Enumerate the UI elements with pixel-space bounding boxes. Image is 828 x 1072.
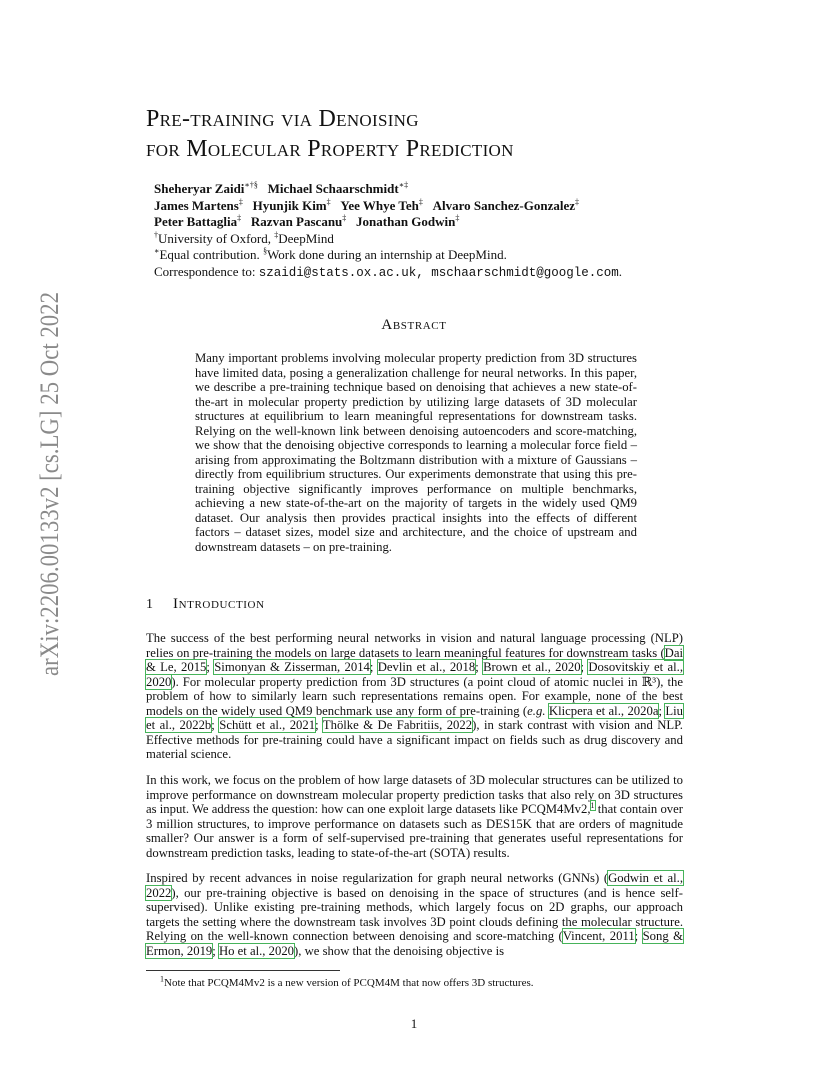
author-name: Yee Whye Teh	[340, 197, 419, 213]
author-marks: ‡	[237, 213, 242, 223]
author-marks: ‡	[455, 213, 460, 223]
author-marks: ∗†§	[244, 180, 258, 190]
author-name: James Martens	[154, 197, 239, 213]
paragraph-text: ), we show that the denoising objective is	[294, 943, 505, 958]
correspondence-row	[154, 264, 714, 282]
author-marks: ‡	[238, 197, 243, 207]
section-title: Introduction	[173, 596, 265, 612]
citation-separator: ;	[315, 718, 323, 732]
citation-link[interactable]: Schütt et al., 2021	[219, 718, 316, 732]
citation-link[interactable]: Ho et al., 2020	[218, 943, 295, 958]
author-name: Alvaro Sanchez-Gonzalez	[432, 197, 576, 213]
italic-eg: e.g.	[527, 703, 546, 718]
intern-mark: §	[263, 246, 268, 256]
citation-link[interactable]: Song & Ermon, 2019	[146, 929, 683, 958]
citation-link[interactable]: Dosovitskiy et al., 2020	[146, 660, 683, 689]
arxiv-side-stamp	[14, 290, 68, 680]
citation-link[interactable]: Klicpera et al., 2020a	[548, 703, 659, 718]
author-name: Hyunjik Kim	[252, 197, 327, 213]
citation-separator: ;	[206, 660, 215, 674]
abstract-heading	[0, 317, 828, 334]
paragraph-text: ), our pre-training objective is based on denoising in the space of structures (and is hence self-supervised). Unlike existing pre-training methods, which largely focus on 2D graphs, our approach targets the setting where the downstream task involves 3D point clouds defining the molecular structure. Relying on the well-known connection between denoising and score-matching (	[146, 885, 683, 943]
title-line-1	[146, 104, 706, 134]
author-marks: ‡	[326, 197, 331, 207]
equal-contribution-note: Equal contribution.	[159, 247, 264, 262]
footnote-mark: 1	[160, 974, 164, 984]
arxiv-identifier[interactable]: arXiv:2206.00133v2 [cs.LG] 25 Oct 2022	[34, 290, 64, 676]
citation-link[interactable]: Dai & Le, 2015	[146, 645, 683, 674]
section-heading-introduction	[146, 596, 265, 613]
affiliation-mark: ‡	[274, 230, 279, 240]
citation-link[interactable]: Thölke & De Fabritiis, 2022	[322, 718, 473, 732]
author-marks: ‡	[418, 197, 423, 207]
affiliation-mark: †	[154, 230, 158, 240]
internship-note: Work done during an internship at DeepMind.	[267, 247, 507, 262]
author-name: Razvan Pascanu	[250, 214, 343, 229]
arxiv-stamp-svg	[14, 290, 68, 680]
affiliation-oxford: University of Oxford,	[158, 230, 275, 246]
paragraph-text: that contain over 3 million structures, to improve performance on datasets such as DES15K that are orders of magnitude smaller? Our answer is a form of self-supervised pre-training that generates useful representations for downstream prediction tasks, leading to state-of-the-art (SOTA) results.	[146, 802, 683, 860]
correspondence-label: Correspondence to:	[154, 263, 259, 279]
author-name: Peter Battaglia	[154, 214, 238, 229]
intro-paragraph-3	[146, 871, 683, 958]
paper-title	[146, 104, 706, 164]
citation-link[interactable]: Vincent, 2011	[562, 929, 635, 943]
affiliation-deepmind: DeepMind	[278, 230, 334, 246]
correspondence-period: .	[618, 263, 623, 279]
author-marks: ‡	[575, 197, 580, 207]
page-number: 1	[410, 1016, 418, 1031]
author-name: Sheheryar Zaidi	[154, 181, 245, 196]
correspondence-emails[interactable]: szaidi@stats.ox.ac.uk, mschaarschmidt@google.com	[258, 265, 619, 280]
author-marks: ‡	[342, 213, 347, 223]
paragraph-text: ). For molecular property prediction from 3D structures (a point cloud of atomic nuclei in	[171, 674, 642, 689]
paragraph-text: ), in stark contrast with vision and NLP. Effective methods for pre-training could have a significant impact on fields such as drug discovery and material science.	[146, 718, 683, 761]
citation-link[interactable]: Devlin et al., 2018	[377, 660, 476, 674]
paragraph-text: ), the problem of how to similarly learn such representations remains open. For example, none of the best models on the widely used QM9 benchmark use any form of pre-training (	[146, 674, 683, 718]
citation-separator: ;	[212, 943, 219, 958]
citation-separator: ;	[580, 660, 589, 674]
citation-separator: ;	[369, 660, 378, 674]
contribution-note-row	[154, 247, 714, 264]
footnote-link[interactable]: 1	[590, 800, 595, 810]
paragraph-text: In this work, we focus on the problem of how large datasets of 3D molecular structures can be utilized to improve performance on downstream molecular property prediction tasks that also rely on 3D structures as input. We address the question: how can one exploit large datasets like PCQM4Mv2,	[146, 773, 683, 816]
author-block	[154, 181, 714, 281]
author-row-3	[154, 214, 714, 231]
intro-paragraph-1	[146, 631, 683, 762]
citation-link[interactable]: Liu et al., 2022b	[146, 703, 684, 732]
title-line-1-text: Pre-training via Denoising	[146, 106, 419, 132]
footnote-rule	[146, 970, 340, 971]
author-marks: ∗‡	[398, 180, 409, 190]
equal-mark: ∗	[154, 246, 160, 256]
abstract-text: Many important problems involving molecular property prediction from 3D structures have limited data, posing a generalization challenge for neural networks. In this paper, we describe a pre-training technique based on denoising that achieves a new state-of-the-art in molecular property prediction by utilizing large datasets of 3D molecular structures at equilibrium to learn meaningful representations for downstream tasks. Relying on the well-known link between denoising autoencoders and score-matching, we show that the denoising objective corresponds to learning a molecular force field – arising from approximating the Boltzmann distribution with a mixture of Gaussians – directly from equilibrium structures. Our experiments demonstrate that using this pre-training objective significantly improves performance on multiple benchmarks, achieving a new state-of-the-art on the majority of targets in the widely used QM9 dataset. Our analysis then provides practical insights into the effects of different factors – dataset sizes, model size and architecture, and the choice of upstream and downstream datasets – on pre-training.	[195, 351, 637, 554]
citation-link[interactable]: Simonyan & Zisserman, 2014	[214, 660, 370, 674]
author-row-2	[154, 198, 714, 215]
math-r3: ℝ³	[641, 674, 657, 689]
footnote	[160, 974, 534, 989]
title-line-2-text: for Molecular Property Prediction	[146, 136, 514, 162]
paragraph-text: Inspired by recent advances in noise regularization for graph neural networks (GNNs) (	[146, 871, 609, 885]
author-row-1	[154, 181, 714, 198]
citation-link[interactable]: Godwin et al., 2022	[146, 871, 683, 900]
citation-separator: ;	[211, 718, 220, 732]
title-line-2	[146, 134, 706, 164]
citation-separator: ;	[475, 660, 484, 674]
section-number: 1	[146, 597, 154, 612]
author-name: Jonathan Godwin	[356, 214, 456, 229]
citation-separator: ;	[658, 703, 666, 718]
author-name: Michael Schaarschmidt	[267, 181, 399, 196]
intro-paragraph-2	[146, 773, 683, 860]
paragraph-text: The success of the best performing neural networks in vision and natural language processing (NLP) relies on pre-training the models on large datasets to learn meaningful features for downstream tasks (	[146, 631, 683, 660]
affiliation-row	[154, 231, 714, 248]
citation-separator: ;	[634, 929, 643, 943]
footnote-text: Note that PCQM4Mv2 is a new version of PCQM4M that now offers 3D structures.	[164, 977, 534, 989]
abstract-heading-text: Abstract	[381, 317, 447, 333]
citation-link[interactable]: Brown et al., 2020	[483, 660, 581, 674]
